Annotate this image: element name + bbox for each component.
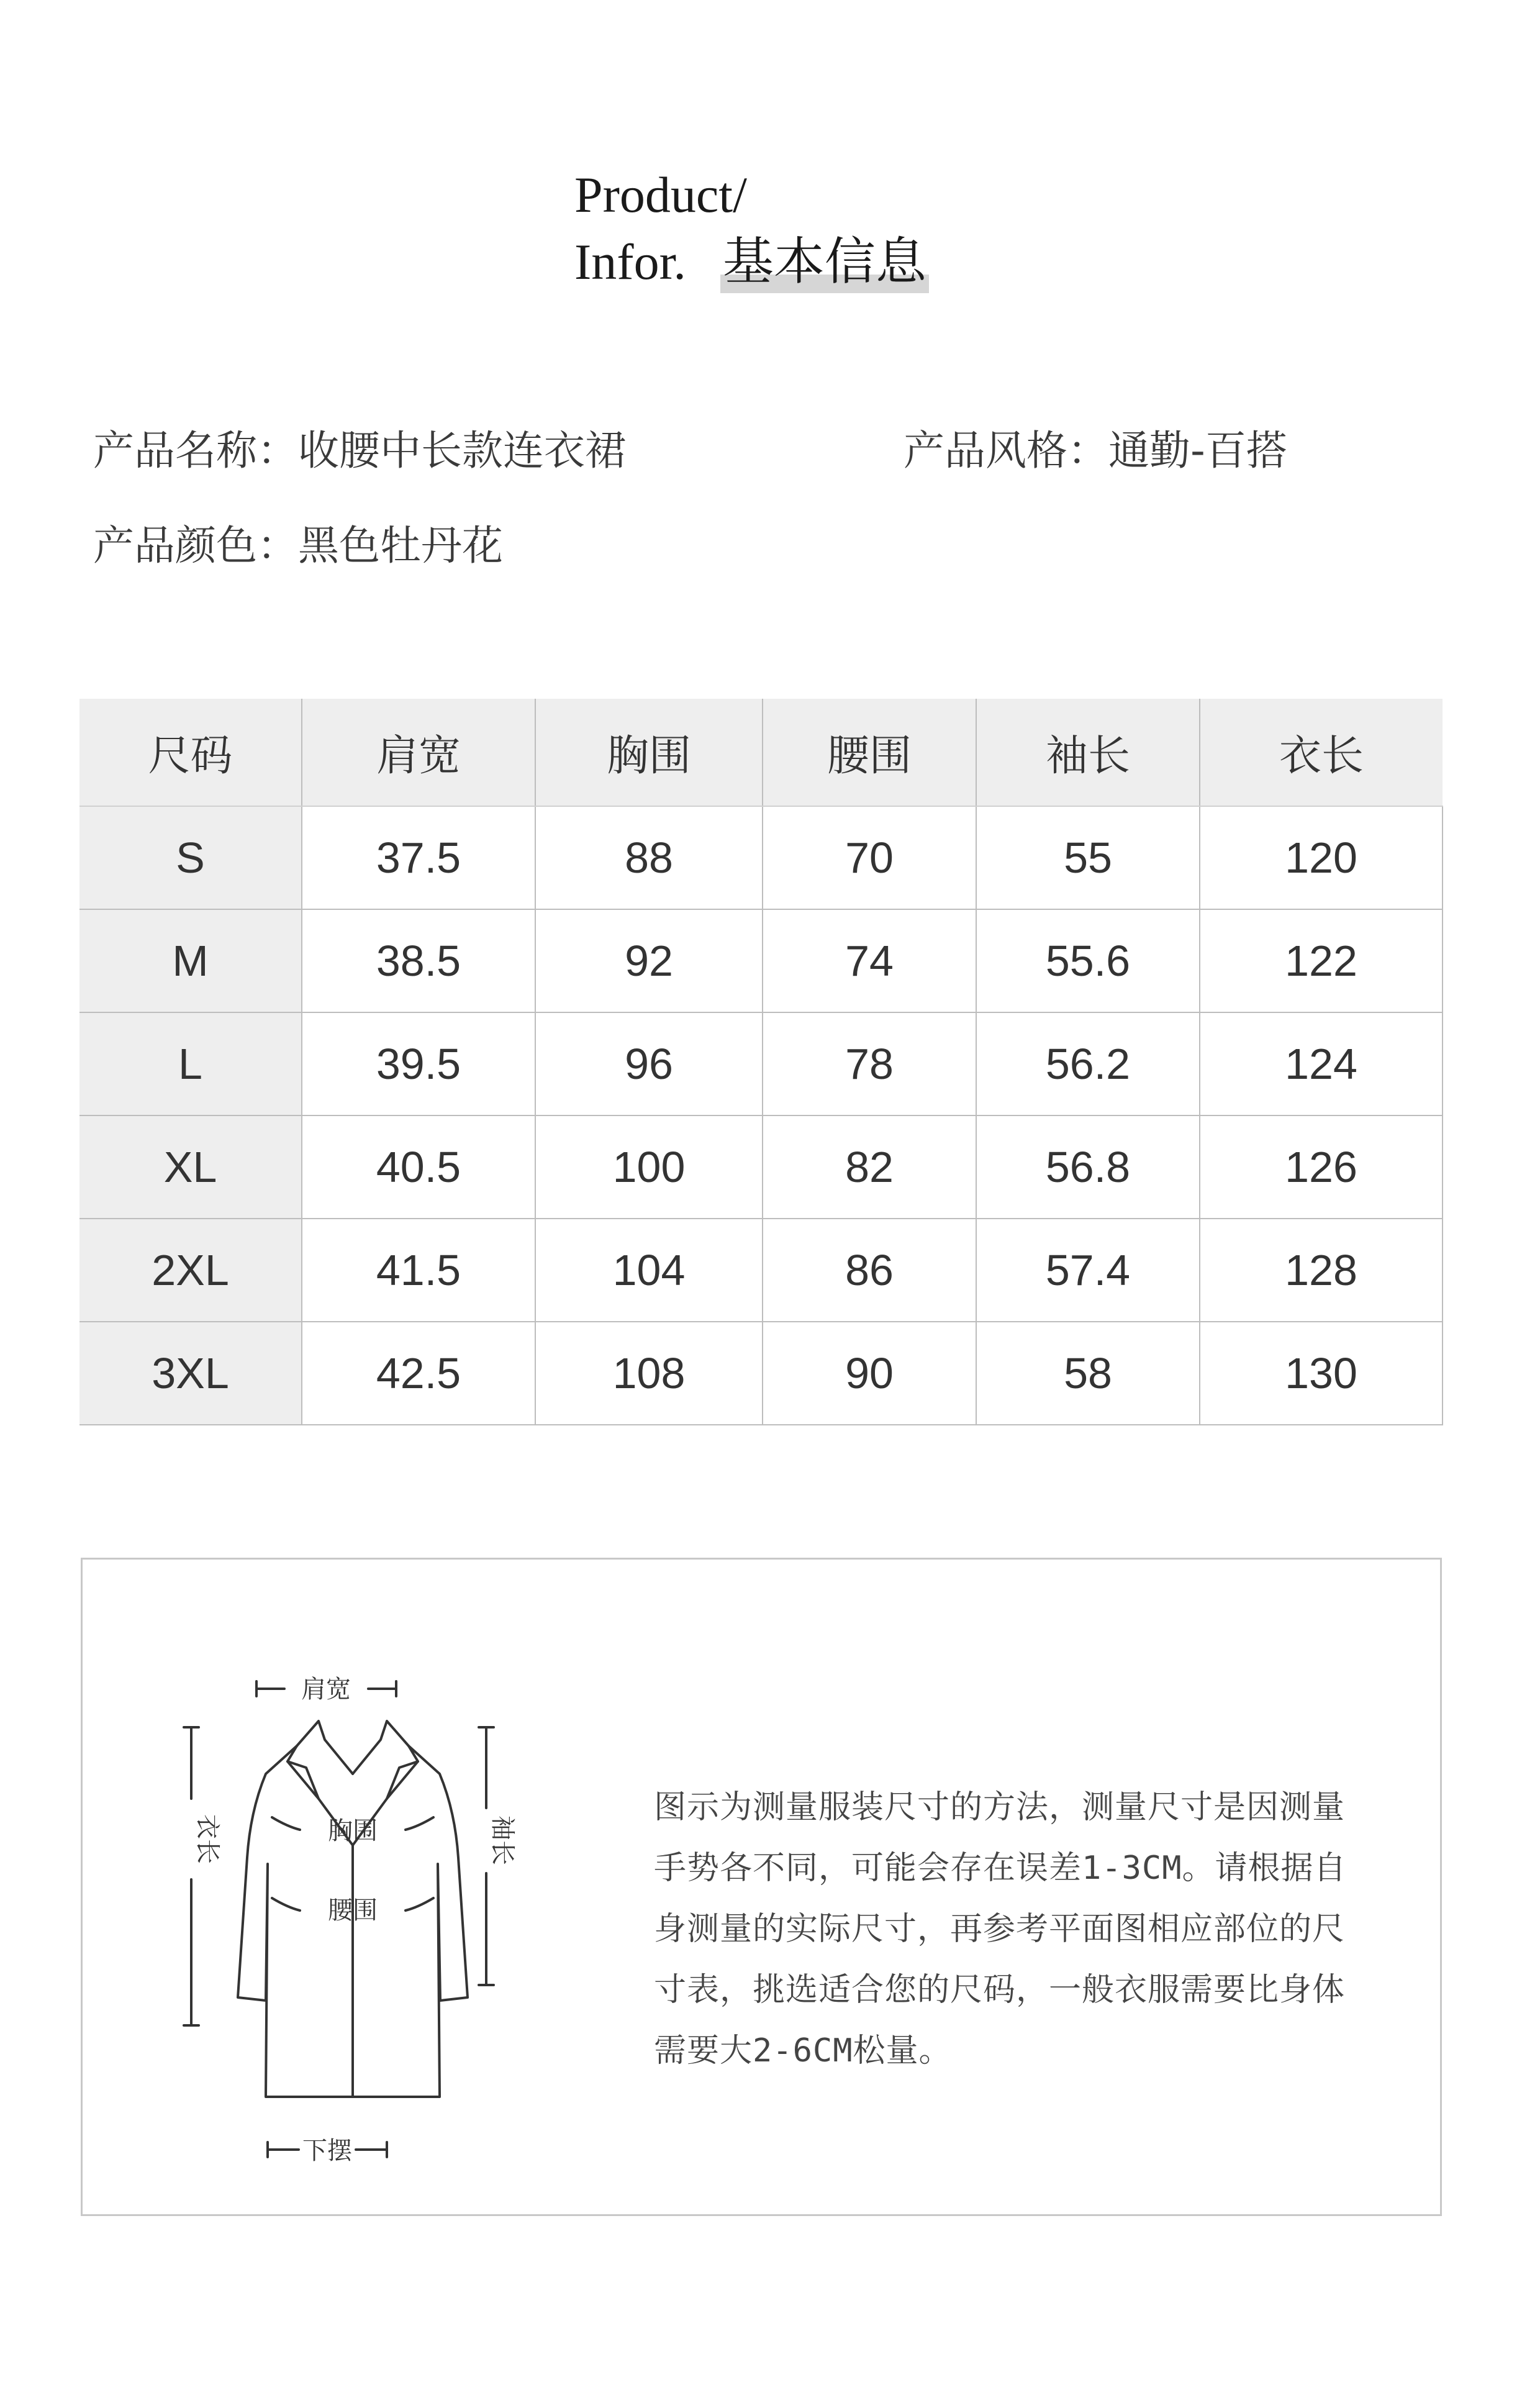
table-row (79, 1219, 1443, 1322)
header-length: 衣长 (1200, 699, 1443, 806)
table-cell: 40.5 (302, 1115, 535, 1219)
product-name-info (93, 417, 626, 476)
note-line: 寸表，挑选适合您的尺码，一般衣服需要比身体 (654, 1971, 1346, 2009)
heading-en-infor: Infor. (574, 234, 686, 290)
table-cell: 55 (976, 806, 1200, 909)
header-size: 尺码 (79, 699, 302, 806)
table-cell: 58 (976, 1322, 1200, 1425)
table-cell: 42.5 (302, 1322, 535, 1425)
table-cell: 104 (535, 1219, 763, 1322)
table-cell: 37.5 (302, 806, 535, 909)
diagram-label-hem: 下摆 (302, 2137, 352, 2165)
diagram-label-shoulder: 肩宽 (301, 1675, 351, 1704)
coat-measurement-diagram (163, 1659, 610, 2193)
table-cell: 74 (763, 909, 976, 1012)
table-cell: 108 (535, 1322, 763, 1425)
size-cell: L (79, 1012, 302, 1115)
diagram-label-sleeve: 袖长 (488, 1815, 517, 1865)
measurement-guide-box (81, 1558, 1442, 2216)
table-row (79, 909, 1443, 1012)
product-color-info (93, 512, 503, 571)
header-chest: 胸围 (535, 699, 763, 806)
table-row (79, 1115, 1443, 1219)
table-cell: 70 (763, 806, 976, 909)
table-cell: 82 (763, 1115, 976, 1219)
size-cell: M (79, 909, 302, 1012)
table-cell: 128 (1200, 1219, 1443, 1322)
note-line: 手势各不同，可能会存在误差1-3CM。请根据自 (654, 1850, 1347, 1887)
table-cell: 39.5 (302, 1012, 535, 1115)
table-cell: 78 (763, 1012, 976, 1115)
table-cell: 88 (535, 806, 763, 909)
diagram-label-length: 衣长 (193, 1814, 222, 1864)
product-name-value: 收腰中长款连衣裙 (298, 427, 626, 475)
table-row (79, 1322, 1443, 1425)
table-cell: 38.5 (302, 909, 535, 1012)
measurement-note (654, 1777, 1424, 2081)
note-line: 需要大2-6CM松量。 (654, 2032, 952, 2069)
size-cell: 2XL (79, 1219, 302, 1322)
table-cell: 120 (1200, 806, 1443, 909)
table-cell: 92 (535, 909, 763, 1012)
product-color-value: 黑色牡丹花 (298, 522, 503, 570)
table-cell: 90 (763, 1322, 976, 1425)
header-shoulder: 肩宽 (302, 699, 535, 806)
heading-en-line1: Product/ (574, 166, 747, 223)
table-cell: 100 (535, 1115, 763, 1219)
product-style-value: 通勤-百搭 (1108, 427, 1287, 475)
table-cell: 86 (763, 1219, 976, 1322)
table-cell: 126 (1200, 1115, 1443, 1219)
table-cell: 41.5 (302, 1219, 535, 1322)
size-cell: S (79, 806, 302, 909)
size-cell: XL (79, 1115, 302, 1219)
table-cell: 96 (535, 1012, 763, 1115)
product-name-label: 产品名称： (93, 427, 298, 475)
size-table (79, 699, 1443, 1425)
table-row (79, 1012, 1443, 1115)
section-heading (574, 161, 929, 296)
note-line: 图示为测量服装尺寸的方法，测量尺寸是因测量 (654, 1789, 1346, 1826)
note-line: 身测量的实际尺寸，再参考平面图相应部位的尺 (654, 1910, 1346, 1948)
diagram-label-waist: 腰围 (328, 1896, 378, 1925)
table-cell: 122 (1200, 909, 1443, 1012)
diagram-label-chest: 胸围 (328, 1817, 378, 1845)
heading-en-line2 (574, 229, 929, 296)
product-style-info (904, 417, 1287, 476)
table-cell: 55.6 (976, 909, 1200, 1012)
table-cell: 57.4 (976, 1219, 1200, 1322)
product-color-label: 产品颜色： (93, 522, 298, 570)
header-waist: 腰围 (763, 699, 976, 806)
heading-cn-title: 基本信息 (720, 229, 929, 296)
header-sleeve: 袖长 (976, 699, 1200, 806)
size-table-header-row (79, 699, 1443, 806)
table-cell: 124 (1200, 1012, 1443, 1115)
table-cell: 130 (1200, 1322, 1443, 1425)
table-row (79, 806, 1443, 909)
table-cell: 56.2 (976, 1012, 1200, 1115)
product-style-label: 产品风格： (904, 427, 1108, 475)
table-cell: 56.8 (976, 1115, 1200, 1219)
size-cell: 3XL (79, 1322, 302, 1425)
